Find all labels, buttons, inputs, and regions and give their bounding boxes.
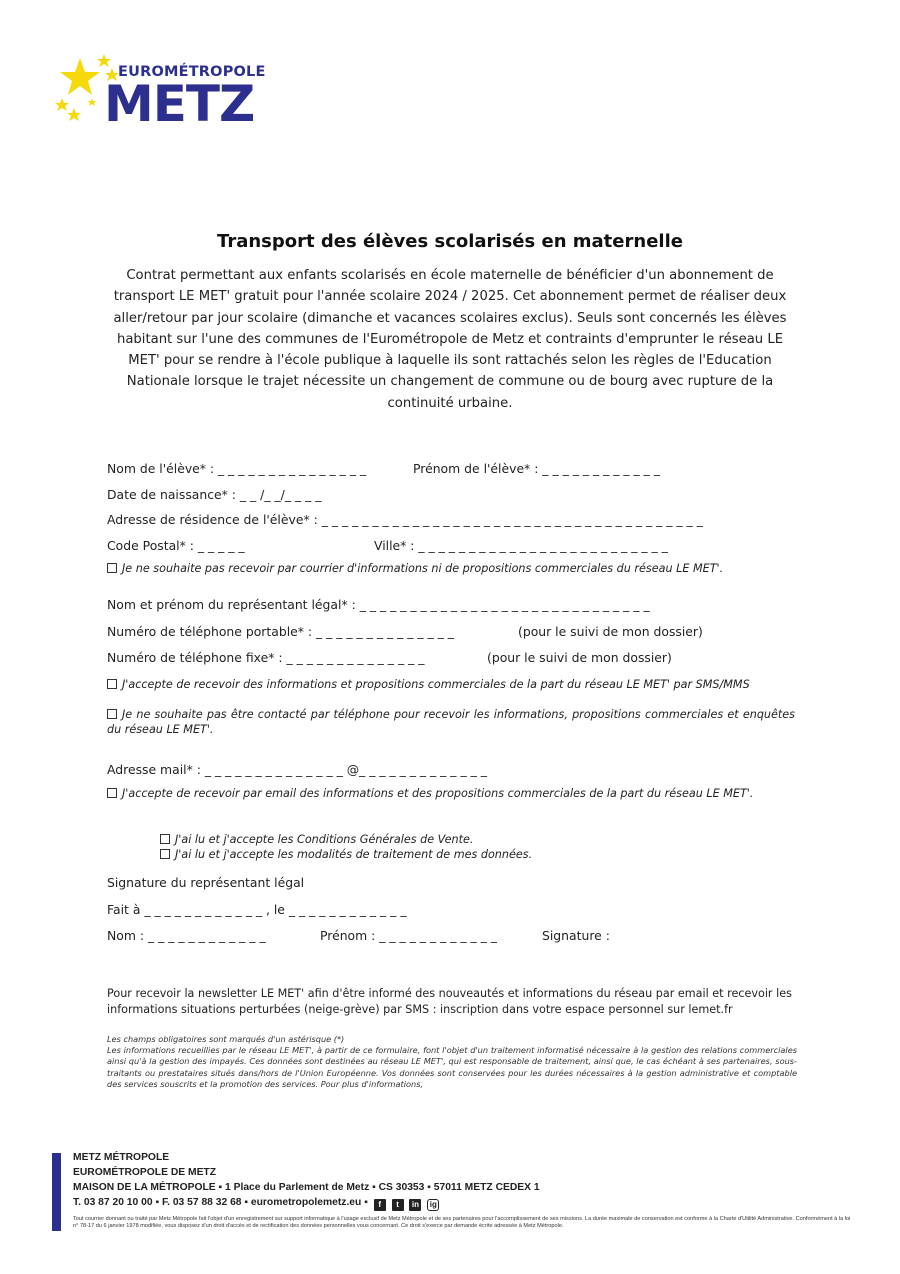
checkbox-email[interactable] xyxy=(107,787,795,802)
footer-line-1: METZ MÉTROPOLE xyxy=(73,1152,170,1163)
field-tel-portable[interactable]: Numéro de téléphone portable* : _ _ _ _ _ _ _ _ _ _ _ _ _ _ xyxy=(107,624,454,639)
field-date-naissance[interactable]: Date de naissance* : _ _ /_ _/_ _ _ _ xyxy=(107,487,322,502)
field-nom-eleve[interactable]: Nom de l'élève* : _ _ _ _ _ _ _ _ _ _ _ _ _ _ _ xyxy=(107,461,367,476)
checkbox-courrier[interactable] xyxy=(107,562,723,577)
checkbox-cgv-label: J'ai lu et j'accepte les Conditions Générales de Vente. xyxy=(175,833,474,846)
checkbox-telephone[interactable] xyxy=(107,708,795,737)
newsletter-info: Pour recevoir la newsletter LE MET' afin d'être informé des nouveautés et informations du réseau par email et recevoir les informations situations perturbées (neige-grève) par SMS : inscription dans votre espace personnel sur lemet.fr xyxy=(107,987,792,1016)
signature-title: Signature du représentant légal xyxy=(107,875,305,890)
checkbox-donnees-label: J'ai lu et j'accepte les modalités de traitement de mes données. xyxy=(175,848,533,861)
page-title: Transport des élèves scolarisés en maternelle xyxy=(217,231,683,252)
intro-paragraph: Contrat permettant aux enfants scolarisés en école maternelle de bénéficier d'un abonnement de transport LE MET' gratuit pour l'année scolaire 2024 / 2025. Cet abonnement permet de réaliser deux aller/retour par jour scolaire (dimanche et vacances scolaires exclus). Seuls sont concernés les élèves habitant sur l'une des communes de l'Eurométropole de Metz et contraints d'emprunter le réseau LE MET' pour se rendre à l'école publique à laquelle ils sont rattachés selon les règles de l'Education Nationale lorsque le trajet nécessite un changement de commune ou de bourg avec rupture de la continuité urbaine. xyxy=(113,268,787,411)
footer-line-4 xyxy=(73,1197,439,1211)
checkbox-box[interactable] xyxy=(107,788,117,798)
field-tel-fixe[interactable]: Numéro de téléphone fixe* : _ _ _ _ _ _ _ _ _ _ _ _ _ _ xyxy=(107,650,425,665)
checkbox-sms[interactable] xyxy=(107,678,795,693)
footer-line-3: MAISON DE LA MÉTROPOLE ▪ 1 Place du Parlement de Metz ▪ CS 30353 ▪ 57011 METZ CEDEX 1 xyxy=(73,1182,540,1193)
field-representant[interactable]: Nom et prénom du représentant légal* : _ _ _ _ _ _ _ _ _ _ _ _ _ _ _ _ _ _ _ _ _ _ _ _ _ _ _ _ _ xyxy=(107,597,650,612)
checkbox-sms-label: J'accepte de recevoir des informations et propositions commerciales de la part du réseau LE MET' par SMS/MMS xyxy=(122,678,750,691)
checkbox-box[interactable] xyxy=(107,679,117,689)
field-ville[interactable]: Ville* : _ _ _ _ _ _ _ _ _ _ _ _ _ _ _ _ _ _ _ _ _ _ _ _ _ xyxy=(374,538,668,553)
field-code-postal[interactable]: Code Postal* : _ _ _ _ _ xyxy=(107,538,245,553)
field-adresse[interactable]: Adresse de résidence de l'élève* : _ _ _ _ _ _ _ _ _ _ _ _ _ _ _ _ _ _ _ _ _ _ _ _ _ _ _ _ _ _ _ _ _ _ _ _ _ _ xyxy=(107,512,703,527)
tel-portable-note: (pour le suivi de mon dossier) xyxy=(518,624,703,639)
linkedin-icon[interactable]: in xyxy=(409,1199,421,1211)
field-prenom[interactable]: Prénom : _ _ _ _ _ _ _ _ _ _ _ _ xyxy=(320,928,497,943)
legal-required-note: Les champs obligatoires sont marqués d'un astérisque (*) xyxy=(107,1034,345,1044)
facebook-icon[interactable]: f xyxy=(374,1199,386,1211)
checkbox-box[interactable] xyxy=(160,834,170,844)
logo-brand-main: METZ xyxy=(104,75,255,133)
field-fait-a[interactable]: Fait à _ _ _ _ _ _ _ _ _ _ _ _ , le _ _ _ _ _ _ _ _ _ _ _ _ xyxy=(107,902,407,917)
checkbox-cgv[interactable] xyxy=(160,833,473,848)
checkbox-box[interactable] xyxy=(107,563,117,573)
field-signature[interactable]: Signature : xyxy=(542,928,610,943)
field-prenom-eleve[interactable]: Prénom de l'élève* : _ _ _ _ _ _ _ _ _ _ _ _ xyxy=(413,461,660,476)
footer-line-2: EUROMÉTROPOLE DE METZ xyxy=(73,1167,217,1178)
checkbox-telephone-label: Je ne souhaite pas être contacté par téléphone pour recevoir les informations, propositions commerciales et enquêtes du réseau LE MET'. xyxy=(107,708,795,736)
checkbox-courrier-label: Je ne souhaite pas recevoir par courrier d'informations ni de propositions commerciales du réseau LE MET'. xyxy=(122,562,724,575)
twitter-icon[interactable]: t xyxy=(392,1199,404,1211)
checkbox-donnees[interactable] xyxy=(160,848,532,863)
footer-contact: T. 03 87 20 10 00 ▪ F. 03 57 88 32 68 ▪ eurometropolemetz.eu ▪ xyxy=(73,1197,368,1208)
instagram-icon[interactable]: ig xyxy=(427,1199,439,1211)
checkbox-box[interactable] xyxy=(107,709,117,719)
field-nom[interactable]: Nom : _ _ _ _ _ _ _ _ _ _ _ _ xyxy=(107,928,266,943)
tel-fixe-note: (pour le suivi de mon dossier) xyxy=(487,650,672,665)
checkbox-box[interactable] xyxy=(160,849,170,859)
field-email[interactable]: Adresse mail* : _ _ _ _ _ _ _ _ _ _ _ _ _ _ @_ _ _ _ _ _ _ _ _ _ _ _ _ xyxy=(107,762,487,777)
checkbox-email-label: J'accepte de recevoir par email des informations et des propositions commerciales de la part du réseau LE MET'. xyxy=(122,787,754,800)
logo-brand-top: EUROMÉTROPOLE xyxy=(118,64,266,80)
legal-body: Les informations recueillies par le réseau LE MET', à partir de ce formulaire, font l'objet d'un traitement informatisé nécessaire à la gestion des relations commerciales ainsi qu'à la gestion des impayés. Ces données sont destinées au réseau LE MET', qui est responsable de traitement, ainsi que, le cas échéant à ses partenaires, sous-traitants ou prestataires situés dans/hors de l'Union Européenne. Vos données sont conservées pour les durées nécessaires à la gestion administrative et comptable des services souscrits et la promotion des services. Pour plus d'informations, xyxy=(107,1045,797,1089)
footer-small-print: Tout courrier donnant ou traité par Metz Métropole fait l'objet d'un enregistrement sur support informatique à l'usage exclusif de Metz Métropole et de ses partenaires pour l'accomplissement de ses missions. La durée maximale de conservation est conforme à la Charte d'Utilité Administrative. Conformément à la loi n° 78-17 du 6 janvier 1978 modifiée, vous disposez d'un droit d'accès et de rectification des données personnelles vous concernant. Ce droit s'exerce par demande écrite adressée à Metz Métropole. xyxy=(73,1216,851,1229)
legal-notice xyxy=(107,1034,797,1090)
eurometropole-logo xyxy=(52,50,282,140)
footer-accent-bar xyxy=(52,1153,61,1231)
